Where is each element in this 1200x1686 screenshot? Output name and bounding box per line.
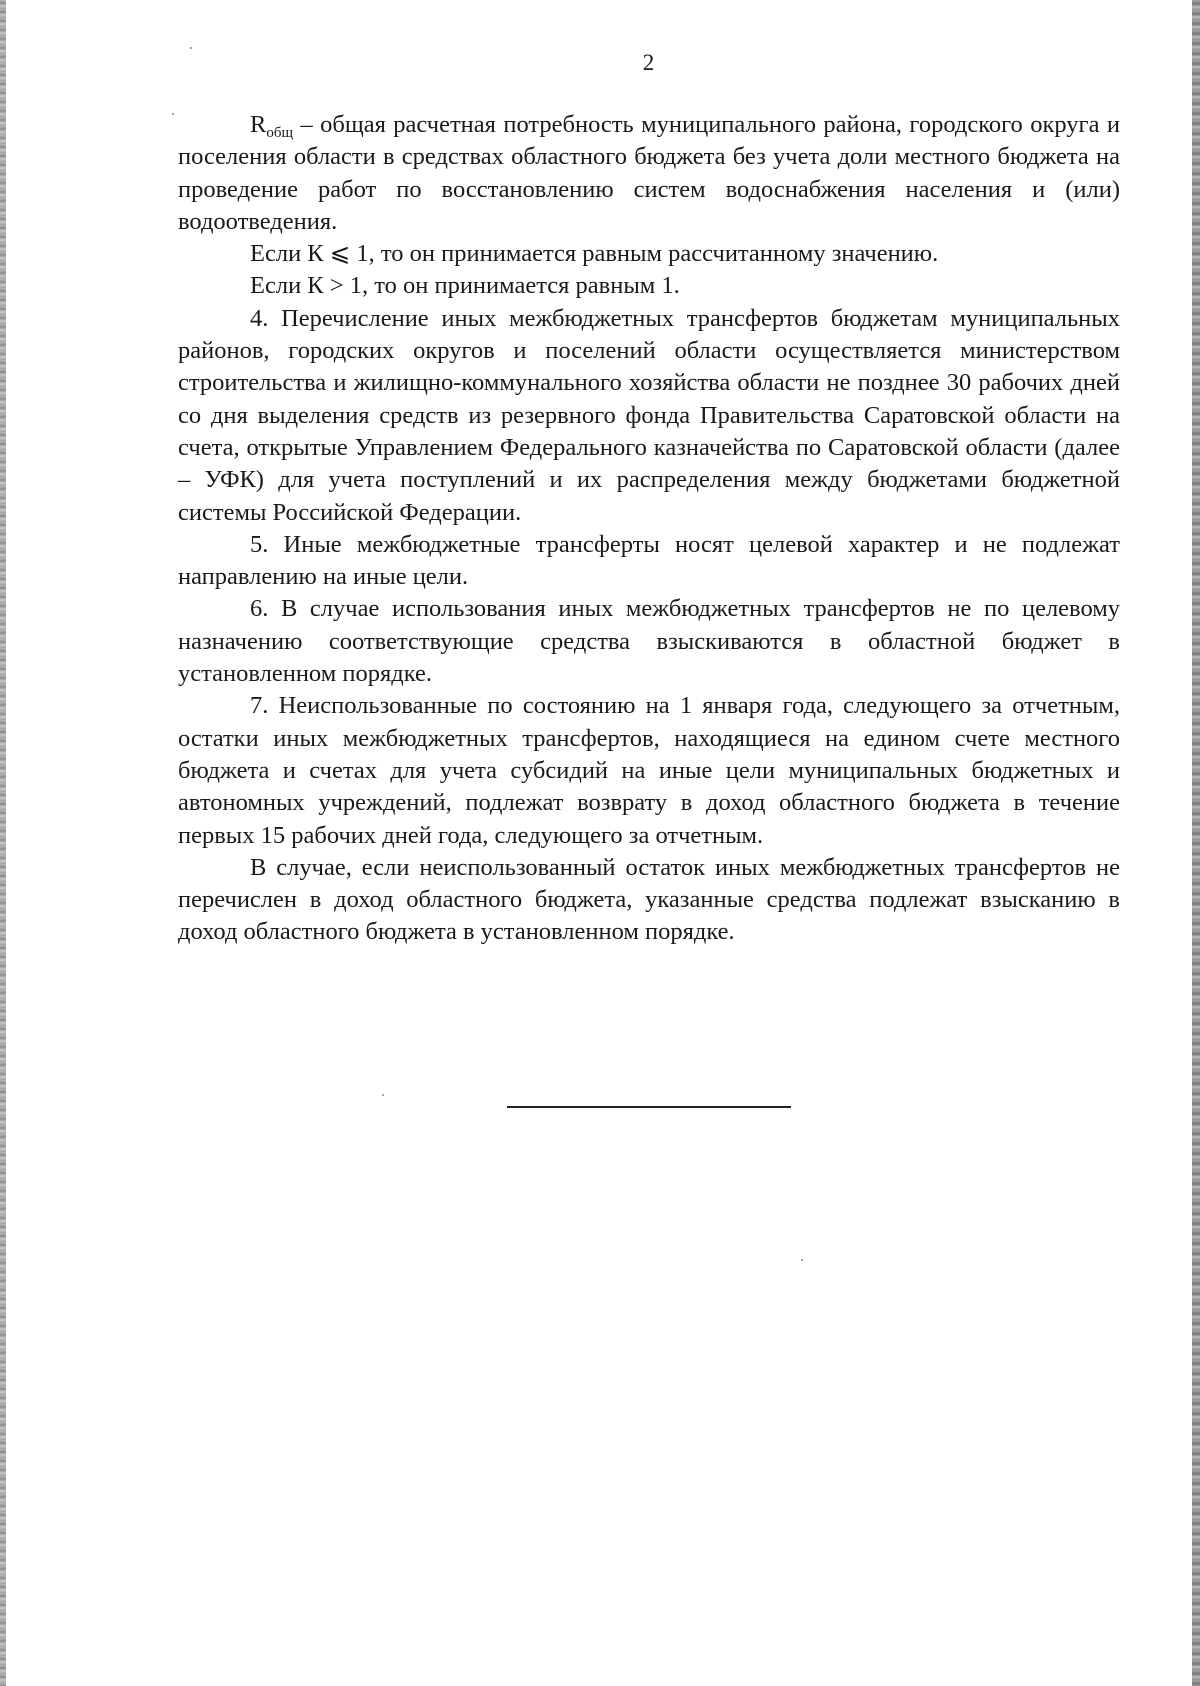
- scan-speck: [801, 1259, 803, 1261]
- paragraph-item-4: 4. Перечисление иных межбюджетных трансфертов бюджетам муниципальных районов, городских округов и поселений области осуществляется министерством строительства и жилищно-коммунального хозяйства области не позднее 30 рабочих дней со дня выделения средств из резервного фонда Правительства Саратовской области на счета, открытые Управлением Федерального казначейства по Саратовской области (далее – УФК) для учета поступлений и их распределения между бюджетами бюджетной системы Российской Федерации.: [178, 304, 1120, 526]
- paragraph-condition-1: Если К ⩽ 1, то он принимается равным рассчитанному значению.: [250, 240, 939, 268]
- definition-text: – общая расчетная потребность муниципального района, городского округа и поселения области в средствах областного бюджета без учета доли местного бюджета на проведение работ по восстановлению систем водоснабжения населения и (или) водоотведения.: [178, 111, 1120, 235]
- formula-subscript: общ: [266, 125, 294, 141]
- page-number: 2: [642, 50, 655, 75]
- paragraph-item-7: 7. Неиспользованные по состоянию на 1 января года, следующего за отчетным, остатки иных межбюджетных трансфертов, находящиеся на едином счете местного бюджета и счетах для учета субсидий на иные цели муниципальных бюджетных и автономных учреждений, подлежат возврату в доход областного бюджета в течение первых 15 рабочих дней года, следующего за отчетным.: [178, 692, 1120, 849]
- document-body: [178, 109, 1120, 949]
- paragraph-item-6: 6. В случае использования иных межбюджетных трансфертов не по целевому назначению соответствующие средства взыскиваются в областной бюджет в установленном порядке.: [178, 595, 1120, 688]
- paragraph-condition-2: Если К > 1, то он принимается равным 1.: [250, 272, 680, 300]
- formula-symbol: R: [250, 111, 267, 138]
- paragraph-definition: [178, 109, 1120, 238]
- end-of-document-rule: [507, 1106, 791, 1108]
- scan-edge-right: [1192, 0, 1200, 1686]
- paragraph-item-5: 5. Иные межбюджетные трансферты носят целевой характер и не подлежат направлению на иные цели.: [178, 530, 1120, 591]
- scan-speck: [382, 1094, 384, 1096]
- paragraph-final: В случае, если неиспользованный остаток иных межбюджетных трансфертов не перечислен в доход областного бюджета, указанные средства подлежат взысканию в доход областного бюджета в установленном порядке.: [178, 853, 1120, 946]
- scan-speck: [190, 47, 192, 49]
- scan-edge-left: [0, 0, 6, 1686]
- scan-speck: [172, 113, 174, 115]
